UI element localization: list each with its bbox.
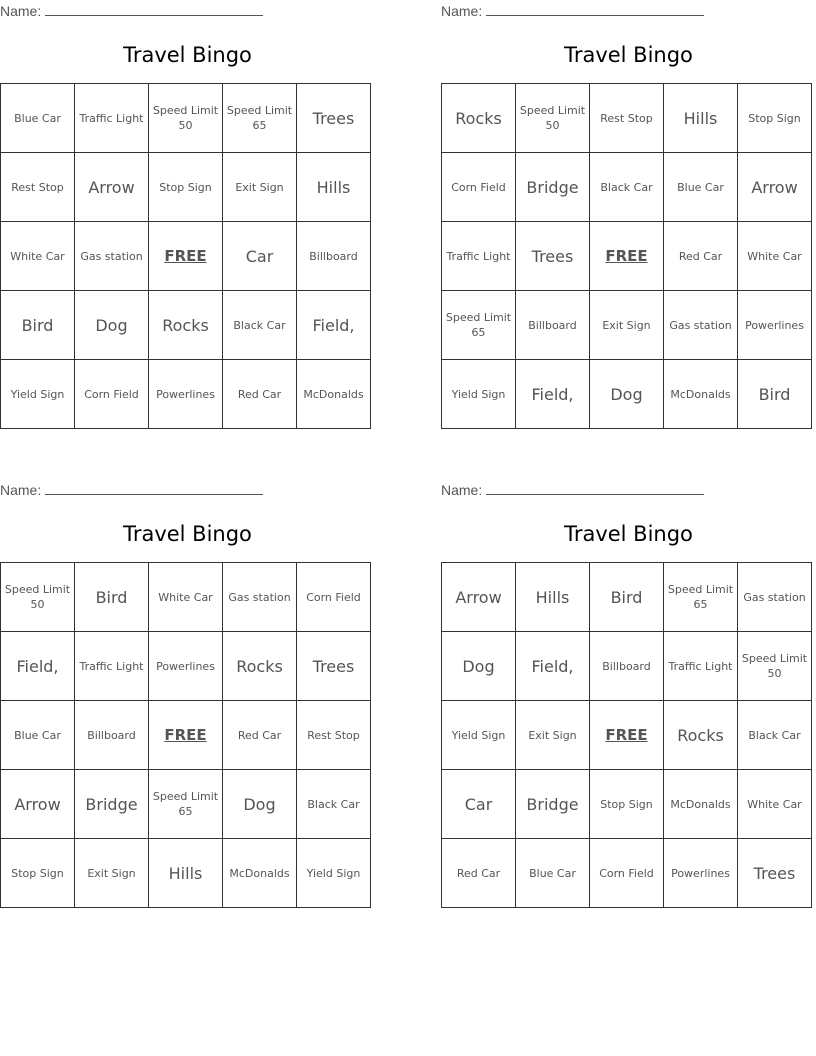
name-label: Name: (441, 3, 483, 19)
bingo-cell[interactable]: Rocks (223, 632, 297, 701)
bingo-cell[interactable]: Dog (442, 632, 516, 701)
grid-row (442, 839, 812, 908)
bingo-cell[interactable]: Speed Limit 65 (664, 563, 738, 632)
bingo-cell[interactable]: Corn Field (442, 153, 516, 222)
bingo-grid (0, 83, 371, 429)
bingo-cell[interactable]: Rest Stop (297, 701, 371, 770)
free-space-cell[interactable]: FREE (590, 701, 664, 770)
bingo-cell[interactable]: Gas station (738, 563, 812, 632)
bingo-cell[interactable]: Red Car (664, 222, 738, 291)
bingo-cell[interactable]: Speed Limit 50 (516, 84, 590, 153)
bingo-cell[interactable]: Car (442, 770, 516, 839)
bingo-cell[interactable]: Red Car (442, 839, 516, 908)
bingo-cell[interactable]: Blue Car (1, 701, 75, 770)
bingo-cell[interactable]: Exit Sign (75, 839, 149, 908)
bingo-cell[interactable]: Field, (516, 632, 590, 701)
bingo-cell[interactable]: Traffic Light (664, 632, 738, 701)
bingo-cell[interactable]: Yield Sign (442, 360, 516, 429)
bingo-cell[interactable]: Corn Field (297, 563, 371, 632)
free-space-cell[interactable]: FREE (149, 701, 223, 770)
bingo-cell[interactable]: McDonalds (297, 360, 371, 429)
bingo-grid (441, 562, 812, 908)
bingo-cell[interactable]: Dog (75, 291, 149, 360)
bingo-cell[interactable]: Gas station (223, 563, 297, 632)
name-row (441, 481, 704, 499)
card-title: Travel Bingo (123, 43, 252, 67)
bingo-cell[interactable]: Stop Sign (738, 84, 812, 153)
card-title: Travel Bingo (564, 43, 693, 67)
bingo-cell[interactable]: Trees (297, 84, 371, 153)
bingo-cell[interactable]: Gas station (75, 222, 149, 291)
bingo-cell[interactable]: Bird (75, 563, 149, 632)
bingo-cell[interactable]: Powerlines (149, 360, 223, 429)
bingo-cell[interactable]: Speed Limit 65 (442, 291, 516, 360)
grid-row (1, 291, 371, 360)
bingo-cell[interactable]: Exit Sign (223, 153, 297, 222)
bingo-cell[interactable]: Powerlines (664, 839, 738, 908)
bingo-cell[interactable]: Billboard (516, 291, 590, 360)
grid-row (1, 839, 371, 908)
bingo-cell[interactable]: Car (223, 222, 297, 291)
bingo-cell[interactable]: White Car (1, 222, 75, 291)
free-space-cell[interactable]: FREE (149, 222, 223, 291)
card-title: Travel Bingo (123, 522, 252, 546)
bingo-cell[interactable]: Billboard (75, 701, 149, 770)
bingo-cell[interactable]: Yield Sign (1, 360, 75, 429)
bingo-cell[interactable]: Black Car (738, 701, 812, 770)
bingo-cell[interactable]: Hills (664, 84, 738, 153)
bingo-cell[interactable]: Bridge (75, 770, 149, 839)
bingo-cell[interactable]: Bridge (516, 770, 590, 839)
bingo-cell[interactable]: Billboard (297, 222, 371, 291)
name-row (0, 2, 263, 20)
bingo-cell[interactable]: Blue Car (664, 153, 738, 222)
bingo-cell[interactable]: Arrow (738, 153, 812, 222)
name-blank-line[interactable] (45, 2, 263, 16)
bingo-cell[interactable]: Speed Limit 50 (1, 563, 75, 632)
name-row (441, 2, 704, 20)
bingo-cell[interactable]: Stop Sign (1, 839, 75, 908)
grid-row (1, 360, 371, 429)
bingo-cell[interactable]: Red Car (223, 360, 297, 429)
free-space-cell[interactable]: FREE (590, 222, 664, 291)
grid-row (1, 701, 371, 770)
grid-row (442, 701, 812, 770)
grid-row (1, 563, 371, 632)
bingo-cell[interactable]: Yield Sign (442, 701, 516, 770)
bingo-cell[interactable]: Arrow (75, 153, 149, 222)
grid-row (1, 84, 371, 153)
bingo-cell[interactable]: Corn Field (75, 360, 149, 429)
bingo-cell[interactable]: Powerlines (149, 632, 223, 701)
bingo-cell[interactable]: Rocks (149, 291, 223, 360)
bingo-cell[interactable]: Arrow (1, 770, 75, 839)
bingo-cell[interactable]: Trees (738, 839, 812, 908)
grid-row (442, 360, 812, 429)
bingo-cell[interactable]: Dog (223, 770, 297, 839)
name-label: Name: (0, 3, 42, 19)
bingo-cell[interactable]: Bird (738, 360, 812, 429)
grid-row (442, 632, 812, 701)
bingo-cell[interactable]: Black Car (590, 153, 664, 222)
bingo-cell[interactable]: Stop Sign (590, 770, 664, 839)
bingo-cell[interactable]: Gas station (664, 291, 738, 360)
grid-row (1, 153, 371, 222)
bingo-cell[interactable]: Speed Limit 65 (223, 84, 297, 153)
bingo-grid (441, 83, 812, 429)
grid-row (1, 770, 371, 839)
bingo-cell[interactable]: Hills (149, 839, 223, 908)
name-label: Name: (0, 482, 42, 498)
bingo-cell[interactable]: Black Car (223, 291, 297, 360)
bingo-cell[interactable]: Blue Car (1, 84, 75, 153)
bingo-cell[interactable]: Hills (297, 153, 371, 222)
bingo-cell[interactable]: Dog (590, 360, 664, 429)
grid-row (1, 222, 371, 291)
grid-row (442, 563, 812, 632)
bingo-grid (0, 562, 371, 908)
bingo-cell[interactable]: Rest Stop (590, 84, 664, 153)
bingo-cell[interactable]: Traffic Light (75, 632, 149, 701)
bingo-cell[interactable]: Red Car (223, 701, 297, 770)
card-title: Travel Bingo (564, 522, 693, 546)
bingo-cell[interactable]: White Car (738, 770, 812, 839)
bingo-cell[interactable]: Black Car (297, 770, 371, 839)
bingo-cell[interactable]: White Car (149, 563, 223, 632)
grid-row (442, 84, 812, 153)
bingo-cell[interactable]: McDonalds (664, 360, 738, 429)
name-blank-line[interactable] (45, 481, 263, 495)
bingo-cell[interactable]: Bird (1, 291, 75, 360)
bingo-cell[interactable]: Bird (590, 563, 664, 632)
bingo-cell[interactable]: Rocks (664, 701, 738, 770)
grid-row (442, 222, 812, 291)
bingo-cell[interactable]: Stop Sign (149, 153, 223, 222)
bingo-cell[interactable]: White Car (738, 222, 812, 291)
bingo-cell[interactable]: McDonalds (223, 839, 297, 908)
name-blank-line[interactable] (486, 2, 704, 16)
grid-row (442, 770, 812, 839)
bingo-cell[interactable]: Field, (1, 632, 75, 701)
bingo-cell[interactable]: Corn Field (590, 839, 664, 908)
bingo-cell[interactable]: Powerlines (738, 291, 812, 360)
bingo-cell[interactable]: Traffic Light (75, 84, 149, 153)
bingo-cell[interactable]: Speed Limit 65 (149, 770, 223, 839)
bingo-cell[interactable]: Speed Limit 50 (738, 632, 812, 701)
bingo-cell[interactable]: Speed Limit 50 (149, 84, 223, 153)
bingo-cell[interactable]: Blue Car (516, 839, 590, 908)
bingo-cell[interactable]: Rocks (442, 84, 516, 153)
bingo-cell[interactable]: Exit Sign (590, 291, 664, 360)
bingo-cell[interactable]: Billboard (590, 632, 664, 701)
bingo-cell[interactable]: Yield Sign (297, 839, 371, 908)
bingo-cell[interactable]: Bridge (516, 153, 590, 222)
grid-row (1, 632, 371, 701)
grid-row (442, 153, 812, 222)
name-row (0, 481, 263, 499)
bingo-cell[interactable]: Trees (516, 222, 590, 291)
bingo-cell[interactable]: Field, (297, 291, 371, 360)
name-blank-line[interactable] (486, 481, 704, 495)
bingo-cell[interactable]: Arrow (442, 563, 516, 632)
name-label: Name: (441, 482, 483, 498)
bingo-cell[interactable]: Rest Stop (1, 153, 75, 222)
bingo-cell[interactable]: Trees (297, 632, 371, 701)
bingo-cell[interactable]: Hills (516, 563, 590, 632)
bingo-cell[interactable]: Traffic Light (442, 222, 516, 291)
grid-row (442, 291, 812, 360)
bingo-cell[interactable]: McDonalds (664, 770, 738, 839)
bingo-cell[interactable]: Field, (516, 360, 590, 429)
bingo-cell[interactable]: Exit Sign (516, 701, 590, 770)
